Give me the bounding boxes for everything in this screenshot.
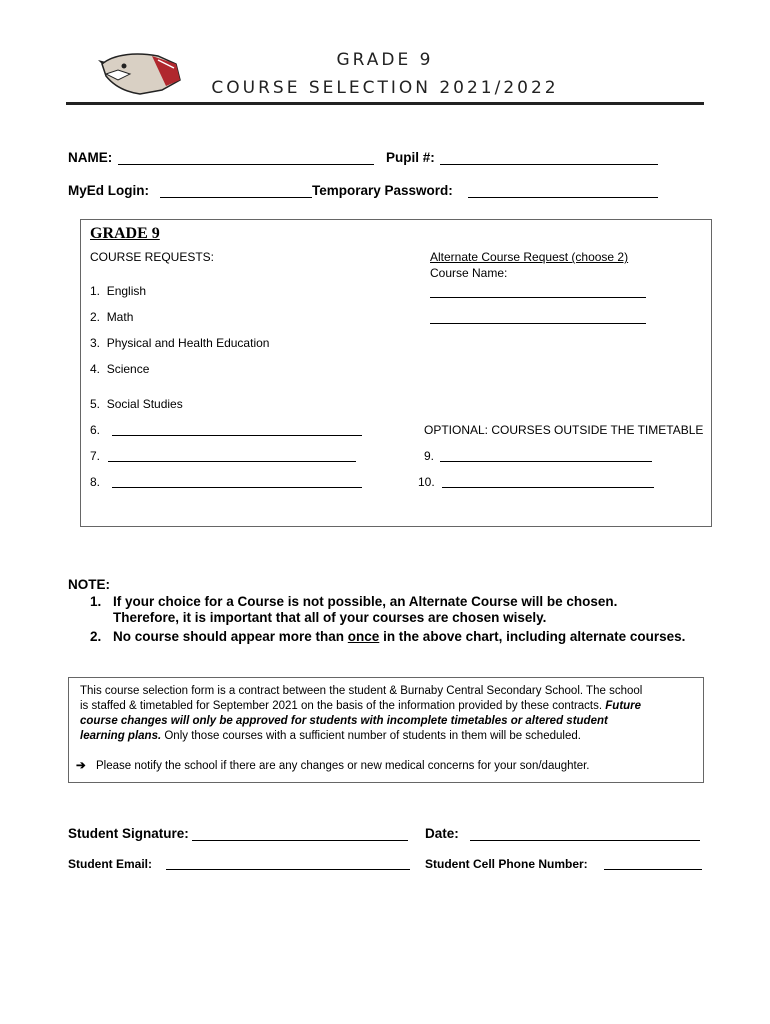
course-requests-label: COURSE REQUESTS: [90,250,215,264]
course-10-number: 10. [418,475,435,489]
course-item: 3. Physical and Health Education [90,336,270,350]
course-item: 2. Math [90,310,134,324]
course-name-label: Course Name: [430,266,508,280]
date-field[interactable] [470,826,700,841]
course-10-field[interactable] [442,477,654,488]
note-label: NOTE: [68,577,110,592]
course-9-number: 9. [424,449,435,463]
cell-phone-label: Student Cell Phone Number: [425,857,588,871]
title-line-1: GRADE 9 [336,50,434,70]
temporary-password-label: Temporary Password: [312,183,453,198]
cell-phone-field[interactable] [604,859,702,870]
myed-login-field[interactable] [160,183,312,198]
alternate-course-label: Alternate Course Request (choose 2) [430,250,629,264]
contract-line-3: course changes will only be approved for students with incomplete timetables or altered student [80,715,608,727]
school-logo [96,50,182,98]
student-email-field[interactable] [166,859,410,870]
course-item: 5. Social Studies [90,397,183,411]
course-8-number: 8. [90,475,101,489]
note-1-number: 1. [90,594,102,609]
contract-line-4: learning plans. Only those courses with a sufficient number of students in them will be scheduled. [80,730,581,742]
student-signature-label: Student Signature: [68,826,189,841]
student-signature-field[interactable] [192,826,408,841]
date-label: Date: [425,826,459,841]
name-label: NAME: [68,150,113,165]
title-line-2: COURSE SELECTION 2021/2022 [211,78,559,98]
medical-notice: Please notify the school if there are any changes or new medical concerns for your son/daughter. [96,760,590,772]
temporary-password-field[interactable] [468,183,658,198]
course-9-field[interactable] [440,451,652,462]
optional-courses-label: OPTIONAL: COURSES OUTSIDE THE TIMETABLE [424,423,704,437]
note-2-number: 2. [90,629,102,644]
course-7-number: 7. [90,449,101,463]
note-1-line-1: If your choice for a Course is not possible, an Alternate Course will be chosen. [113,594,618,609]
myed-login-label: MyEd Login: [68,183,149,198]
course-6-field[interactable] [112,425,362,436]
note-1-line-2: Therefore, it is important that all of your courses are chosen wisely. [113,610,547,625]
alternate-course-1-field[interactable] [430,287,646,298]
note-2-text: No course should appear more than once in the above chart, including alternate courses. [113,629,686,644]
alternate-course-2-field[interactable] [430,313,646,324]
grade-heading: GRADE 9 [90,225,160,242]
course-7-field[interactable] [108,451,356,462]
course-6-number: 6. [90,423,101,437]
pupil-number-label: Pupil #: [386,150,435,165]
arrow-icon: ➔ [76,760,86,772]
pupil-number-field[interactable] [440,150,658,165]
student-email-label: Student Email: [68,857,153,871]
course-8-field[interactable] [112,477,362,488]
contract-line-1: This course selection form is a contract between the student & Burnaby Central Secondary School. The school [80,685,643,697]
contract-line-2: is staffed & timetabled for September 2021 on the basis of the information provided by these contracts. Future [80,700,642,712]
course-item: 1. English [90,284,147,298]
course-item: 4. Science [90,362,150,376]
header-divider [66,102,704,105]
name-field[interactable] [118,150,374,165]
